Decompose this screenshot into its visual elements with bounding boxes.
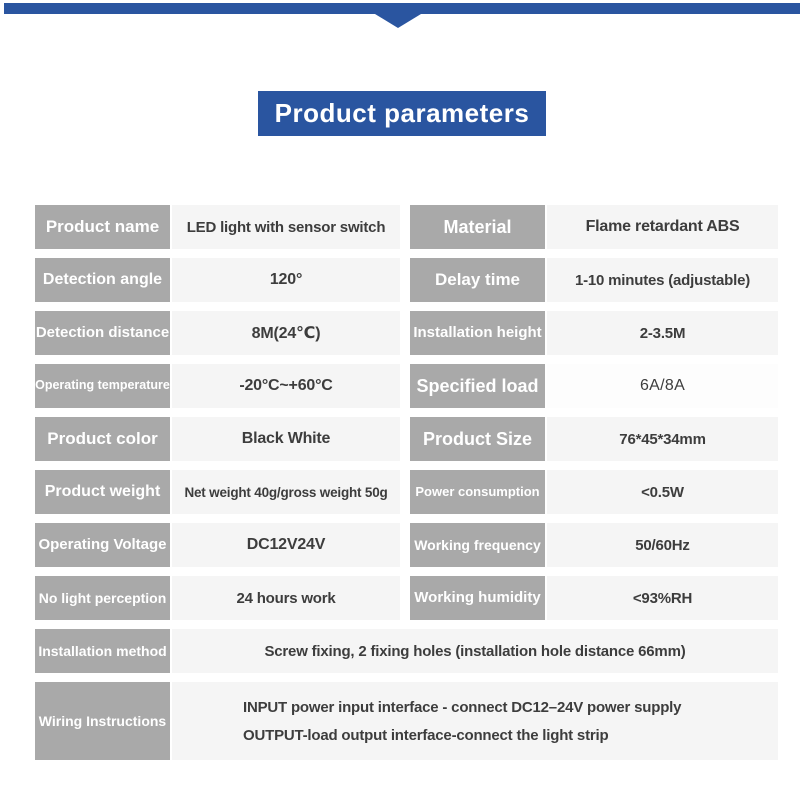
param-label: Material bbox=[410, 205, 545, 249]
param-value: 6A/8A bbox=[547, 364, 778, 408]
param-cell-working-frequency bbox=[410, 523, 778, 567]
param-value: Net weight 40g/gross weight 50g bbox=[172, 470, 400, 514]
param-value: 76*45*34mm bbox=[547, 417, 778, 461]
param-label: Delay time bbox=[410, 258, 545, 302]
param-value: 2-3.5M bbox=[547, 311, 778, 355]
param-value: 50/60Hz bbox=[547, 523, 778, 567]
param-cell-product-size bbox=[410, 417, 778, 461]
wiring-line-output: OUTPUT-load output interface-connect the light strip bbox=[243, 726, 609, 744]
param-value: <0.5W bbox=[547, 470, 778, 514]
param-value: Flame retardant ABS bbox=[547, 205, 778, 249]
param-value: LED light with sensor switch bbox=[172, 205, 400, 249]
table-row bbox=[35, 258, 778, 302]
param-value: DC12V24V bbox=[172, 523, 400, 567]
param-label: Product name bbox=[35, 205, 170, 249]
param-cell-power-consumption bbox=[410, 470, 778, 514]
param-label: Product weight bbox=[35, 470, 170, 514]
table-row bbox=[35, 364, 778, 408]
page-title-banner bbox=[258, 91, 546, 136]
param-label: Working humidity bbox=[410, 576, 545, 620]
param-cell-installation-method bbox=[35, 629, 778, 673]
param-cell-wiring-instructions bbox=[35, 682, 778, 760]
table-row bbox=[35, 629, 778, 673]
param-label: Power consumption bbox=[410, 470, 545, 514]
param-value: 8M(24℃) bbox=[172, 311, 400, 355]
table-row bbox=[35, 311, 778, 355]
product-parameters-table bbox=[35, 205, 778, 769]
param-label: Installation height bbox=[410, 311, 545, 355]
param-cell-operating-temperature bbox=[35, 364, 400, 408]
param-label: Wiring Instructions bbox=[35, 682, 170, 760]
param-value bbox=[172, 682, 778, 760]
table-row bbox=[35, 205, 778, 249]
param-label: Product color bbox=[35, 417, 170, 461]
param-label: Operating Voltage bbox=[35, 523, 170, 567]
ribbon-notch-triangle bbox=[375, 14, 421, 28]
table-row bbox=[35, 576, 778, 620]
param-cell-product-color bbox=[35, 417, 400, 461]
param-cell-installation-height bbox=[410, 311, 778, 355]
param-cell-no-light-perception bbox=[35, 576, 400, 620]
param-value: <93%RH bbox=[547, 576, 778, 620]
param-value: 120° bbox=[172, 258, 400, 302]
table-row bbox=[35, 470, 778, 514]
param-label: Installation method bbox=[35, 629, 170, 673]
param-label: Operating temperature bbox=[35, 364, 170, 408]
param-label: Specified load bbox=[410, 364, 545, 408]
table-row bbox=[35, 523, 778, 567]
param-label: No light perception bbox=[35, 576, 170, 620]
table-row bbox=[35, 417, 778, 461]
param-value: Black White bbox=[172, 417, 400, 461]
param-label: Detection distance bbox=[35, 311, 170, 355]
param-cell-material bbox=[410, 205, 778, 249]
param-cell-detection-distance bbox=[35, 311, 400, 355]
param-cell-product-weight bbox=[35, 470, 400, 514]
wiring-line-input: INPUT power input interface - connect DC12–24V power supply bbox=[243, 698, 682, 716]
param-label: Detection angle bbox=[35, 258, 170, 302]
page-title: Product parameters bbox=[274, 98, 530, 128]
param-cell-working-humidity bbox=[410, 576, 778, 620]
param-cell-detection-angle bbox=[35, 258, 400, 302]
table-row bbox=[35, 682, 778, 760]
param-value: -20°C~+60°C bbox=[172, 364, 400, 408]
param-label: Working frequency bbox=[410, 523, 545, 567]
param-cell-operating-voltage bbox=[35, 523, 400, 567]
param-value: 24 hours work bbox=[172, 576, 400, 620]
param-value: 1-10 minutes (adjustable) bbox=[547, 258, 778, 302]
param-cell-delay-time bbox=[410, 258, 778, 302]
param-cell-specified-load bbox=[410, 364, 778, 408]
param-value: Screw fixing, 2 fixing holes (installation hole distance 66mm) bbox=[172, 629, 778, 673]
param-cell-product-name bbox=[35, 205, 400, 249]
param-label: Product Size bbox=[410, 417, 545, 461]
top-accent-bar bbox=[4, 3, 800, 14]
